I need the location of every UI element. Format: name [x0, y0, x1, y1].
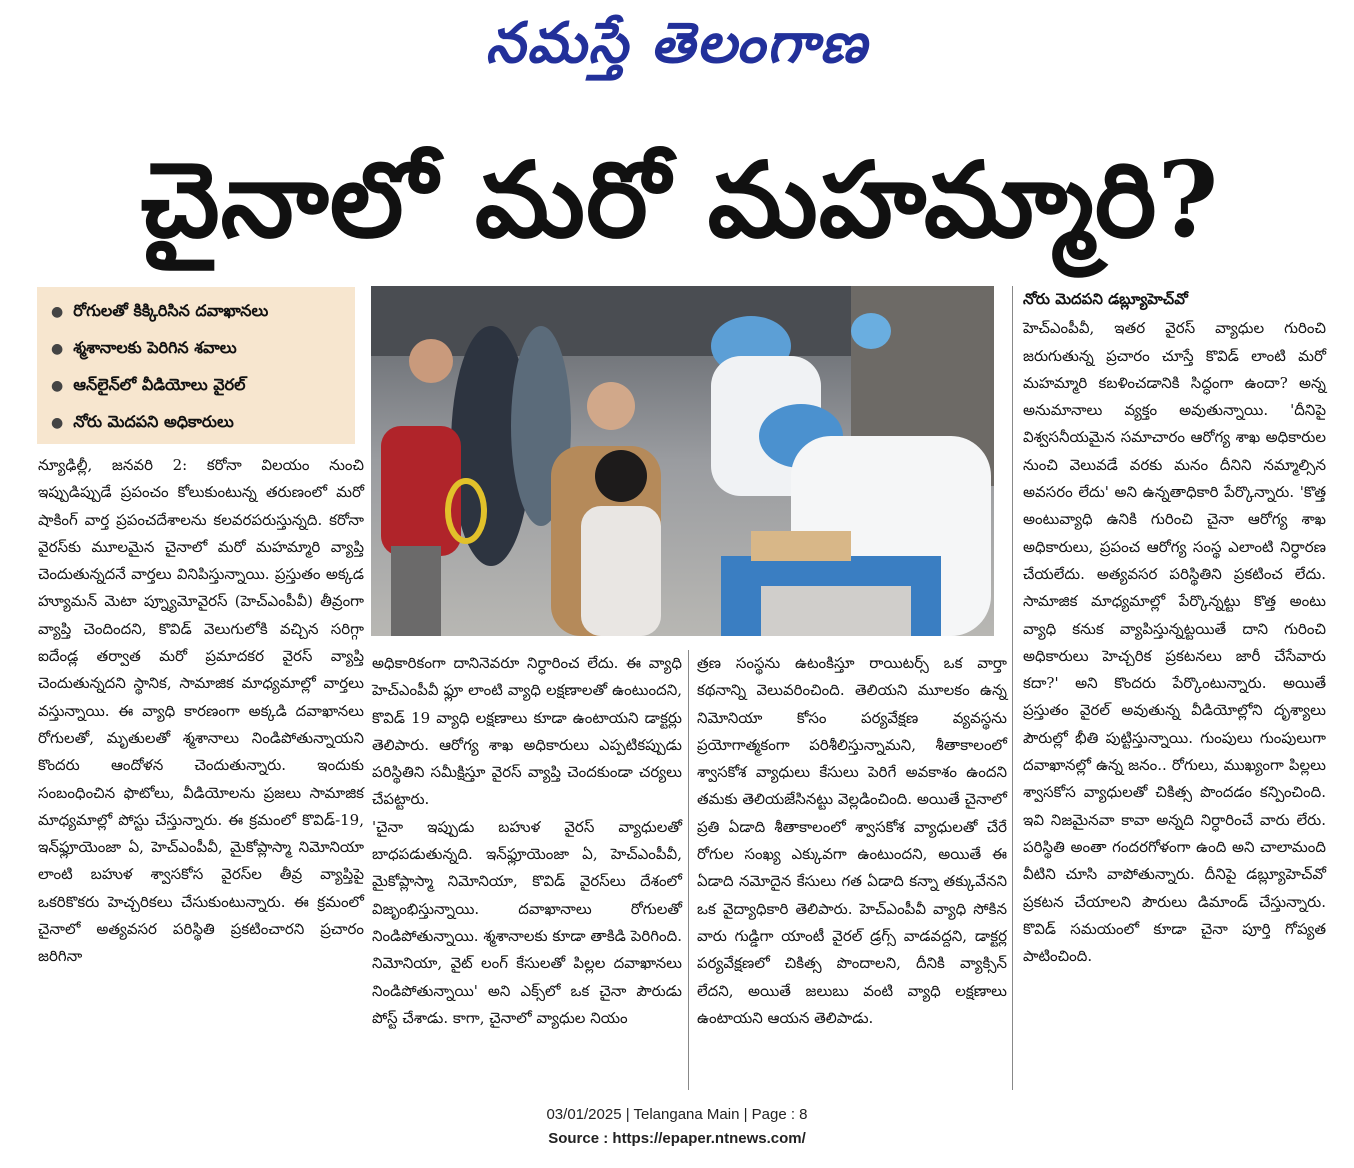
highlight-item: ● శ్మశానాలకు పెరిగిన శవాలు [51, 338, 237, 357]
masthead-logo: నమస్తే తెలంగాణ [485, 10, 869, 76]
news-photo [371, 286, 994, 636]
highlights-box [37, 287, 355, 444]
headline: చైనాలో మరో మహమ్మారి? [140, 138, 1220, 261]
highlight-item: ● రోగులతో కిక్కిరిసిన దవాఖానలు [51, 301, 269, 320]
article-column-4 [1023, 286, 1326, 970]
subheading: నోరు మెదపని డబ్ల్యూహెచ్‌వో [1023, 290, 1188, 308]
article-paragraph: హెచ్‌ఎంపీవీ, ఇతర వైరస్ వ్యాధుల గురించి జరుగుతున్న ప్రచారం చూస్తే కొవిడ్ లాంటి మరో మహమ్మారి కబళించడానికి సిద్ధంగా ఉందా? అన్న అనుమానాలు వ్యక్తం అవుతున్నాయి. 'దీనిపై విశ్వసనీయమైన సమాచారం ఆరోగ్య శాఖ అధికారుల నుంచి వెలువడే వరకు మనం దీనిని నమ్మాల్సిన అవసరం లేదు' అని ఉన్నతాధికారి పేర్కొన్నారు. 'కొత్త అంటువ్యాధి ఉనికి గురించి చైనా ఆరోగ్య శాఖ అధికారులు, ప్రపంచ ఆరోగ్య సంస్థ ఎలాంటి నిర్ధారణ చేయలేదు. అత్యవసర పరిస్థితిని ప్రకటించ లేదు. సామాజిక మాధ్యమాల్లో పేర్కొన్నట్టు కొత్త అంటు వ్యాధి కనుక వ్యాపిస్తున్నట్టయితే దాని గురించి అధికారులు హెచ్చరిక ప్రకటనలు జారీ చేసేవారు కదా?' అని కొందరు పేర్కొంటున్నారు. అయితే ప్రస్తుతం వైరల్ అవుతున్న వీడియోల్లోని దృశ్యాలు పౌరుల్లో భీతి పుట్టిస్తున్నాయి. గుంపులు గుంపులుగా దవాఖానల్లో ఉన్న జనం.. రోగులు, ముఖ్యంగా పిల్లలు శ్వాసకోస వ్యాధులతో చికిత్స పొందడం కన్పించింది. ఇవి నిజమైనవా కావా అన్నది నిర్ధారించే వారు లేరు. పరిస్థితి అంతా గందరగోళంగా ఉంది అని చాలామంది వీటిని చూసి వాపోతున్నారు. దీనిపై డబ్ల్యూహెచ్‌వో ప్రకటన చేయాలని పౌరులు డిమాండ్ చేస్తున్నారు. కొవిడ్ సమయంలో కూడా చైనా పూర్తి గోప్యత పాటించింది. [1023, 319, 1326, 966]
highlight-item: ● ఆన్‌లైన్‌లో వీడియోలు వైరల్ [51, 375, 246, 394]
column-divider [1012, 286, 1013, 1090]
article-paragraph: త్రణ సంస్థను ఉటంకిస్తూ రాయిటర్స్ ఒక వార్తా కథనాన్ని వెలువరించింది. తెలియని మూలకం ఉన్న నిమోనియా కోసం పర్యవేక్షణ వ్యవస్థను ప్రయోగాత్మకంగా పరిశీలిస్తున్నామని, శీతాకాలంలో శ్వాసకోశ వ్యాధులు కేసులు పెరిగే అవకాశం ఉందని తమకు తెలియజేసినట్టు వెల్లడించింది. అయితే చైనాలో ప్రతి ఏడాది శీతాకాలంలో శ్వాసకోశ వ్యాధులతో చేరే రోగుల సంఖ్య ఎక్కువగా ఉంటుందని, అయితే ఈ ఏడాది నమోదైన కేసులు గత ఏడాది కన్నా తక్కువేనని ఒక వైద్యాధికారి తెలిపారు. హెచ్‌ఎంపీవీ వ్యాధి సోకిన వారు గుడ్డిగా యాంటీ వైరల్ డ్రగ్స్ వాడవద్దని, డాక్టర్ల పర్యవేక్షణలో చికిత్స పొందాలని, దీనికి వ్యాక్సిన్ లేదని, అయితే జలుబు వంటి వ్యాధి లక్షణాలు ఉంటాయని ఆయన తెలిపాడు. [697, 654, 1007, 1027]
footer-date: 03/01/2025 | Telangana Main | Page : 8 [546, 1106, 808, 1123]
article-paragraph: న్యూఢిల్లీ, జనవరి 2: కరోనా విలయం నుంచి ఇప్పుడిప్పుడే ప్రపంచం కోలుకుంటున్న తరుణంలో మరో షాకింగ్ వార్త ప్రపంచదేశాలను కలవరపరుస్తున్నది. కరోనా వైరస్‌కు మూలమైన చైనాలో మరో మహమ్మారి వ్యాప్తి చెందుతున్నదనే వార్తలు వినిపిస్తున్నాయి. ప్రస్తుతం అక్కడ హ్యూమన్ మెటా ప్న్యూమోవైరస్ (హెచ్‌ఎంపీవీ) తీవ్రంగా వ్యాప్తి చెందిందని, కొవిడ్ వెలుగులోకి వచ్చిన సరిగ్గా ఐదేండ్ల తర్వాత మరో ప్రమాదకర వైరస్ వ్యాప్తి చెందుతున్నదని స్థానిక, సామాజిక మాధ్యమాల్లో వార్తలు వస్తున్నాయి. ఈ వ్యాధి కారణంగా అక్కడి దవాఖానలు రోగులతో, మృతులతో శ్మశానాలు నిండిపోతున్నాయని కొందరు ఆందోళన చెందుతున్నారు. ఇందుకు సంబంధించిన ఫొటోలు, వీడియోలను ప్రజలు సామాజిక మాధ్యమాల్లో పోస్టు చేస్తున్నారు. ఈ క్రమంలో కొవిడ్-19, ఇన్‌ఫ్లూయెంజా ఏ, హెచ్‌ఎంపీవీ, మైకోప్లాస్మా నిమోనియా లాంటి బహుళ శ్వాసకోస వైరస్‌ల తీవ్ర వ్యాప్తిపై ఒకరికొకరు హెచ్చరికలు చేసుకుంటున్నారు. ఈ క్రమంలో చైనాలో అత్యవసర పరిస్థితి ప్రకటించారని ప్రచారం జరిగినా [38, 456, 364, 966]
highlight-item: ● నోరు మెదపని అధికారులు [51, 412, 234, 431]
article-column-2 [372, 650, 682, 1032]
footer-source: Source : https://epaper.ntnews.com/ [548, 1130, 806, 1147]
article-column-1 [38, 452, 364, 971]
article-column-3 [697, 650, 1007, 1032]
column-divider [688, 650, 689, 1090]
article-paragraph: 'చైనా ఇప్పుడు బహుళ వైరస్ వ్యాధులతో బాధపడుతున్నది. ఇన్‌ఫ్లూయెంజా ఏ, హెచ్‌ఎంపీవీ, మైకోప్లాస్మా నిమోనియా, కొవిడ్ వైరస్‌లు దేశంలో విజృంభిస్తున్నాయి. దవాఖానాలు రోగులతో నిండిపోతున్నాయి. శ్మశానాలకు కూడా తాకిడి పెరిగింది. నిమోనియా, వైట్ లంగ్ కేసులతో పిల్లల దవాఖానలు నిండిపోతున్నాయి' అని ఎక్స్‌లో ఒక చైనా పౌరుడు పోస్ట్ చేశాడు. కాగా, చైనాలో వ్యాధుల నియం [372, 817, 682, 1027]
article-paragraph: అధికారికంగా దానినెవరూ నిర్ధారించ లేదు. ఈ వ్యాధి హెచ్‌ఎంపీవీ ఫ్లూ లాంటి వ్యాధి లక్షణాలతో ఉంటుందని, కొవిడ్ 19 వ్యాధి లక్షణాలు కూడా ఉంటాయని డాక్టర్లు తెలిపారు. ఆరోగ్య శాఖ అధికారులు ఎప్పటికప్పుడు పరిస్థితిని సమీక్షిస్తూ వైరస్ వ్యాప్తి చెందకుండా చర్యలు చేపట్టారు. [372, 654, 682, 809]
